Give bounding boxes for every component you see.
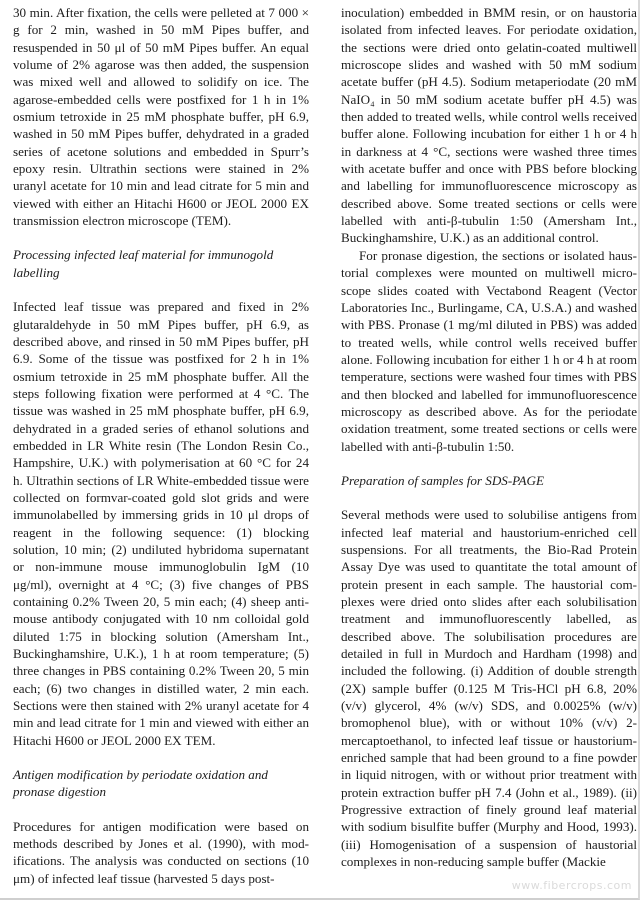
paragraph-periodate-oxidation: inoculation) embedded in BMM resin, or on haustoria isolated from infected leaves. For periodate oxidation, the sections were dried onto gelatin-coated multiwell microscope slides and washed with 50 mM sodium acetate buffer (pH 4.5). Sodium metaperiodate (20 mM NaIO₄ in 50 mM sodium acetate buffer pH 4.5) was then added to treated wells, while control wells received buffer alone. Following incubation for either 1 h or 4 h in darkness at 4 °C, sections were washed three times with acetate buffer and once with PBS before blocking and labelling for immunofluorescence microscopy as described above. Some treated sections or cells were labelled with anti-β-tubulin 1:50 (Amersham Int., Buckinghamshire, U.K.) as an additional control.: [341, 5, 637, 246]
right-column: [341, 4, 637, 871]
section-heading-immunogold: Processing infected leaf material for immunogold labelling: [13, 247, 274, 280]
section-heading-antigen-modification: Antigen modification by periodate oxidation and pronase digestion: [13, 767, 268, 800]
paragraph-infected-leaf-processing: Infected leaf tissue was prepared and fixed in 2% glutaraldehyde in 50 mM Pipes buffer, pH 6.9, as described above, and rinsed in 50 mM Pipes buffer, pH 6.9. Some of the tissue was postfixed for 2 h in 1% osmium tetroxide in 25 mM phosphate buffer. All the steps following fixation were performed at 4 °C. The tissue was washed in 25 mM phosphate buffer, pH 6.9, dehydrated in a graded series of ethanol solutions and embedded in LR White resin (The London Resin Co., Hampshire, U.K.) with polymerisation at 60 °C for 24 h. Ultrathin sections of LR White-embedded tissue were collected on formvar-coated gold slot grids and were immunolabelled by immersing grids in 10 μl drops of reagent in the following sequence: (1) blocking solution, 10 min; (2) undiluted hybridoma supernatant or non-immune mouse immunoglobulin IgM (10 μg/ml), overnight at 4 °C; (3) five changes of PBS containing 0.2% Tween 20, 5 min each; (4) sheep anti-mouse antibody conjugated with 10 nm colloidal gold diluted 1:75 in blocking solution (Amersham Int., Buckinghamshire, U.K.), 1 h at room temperature; (5) three changes in PBS containing 0.2% Tween 20, 5 min each; (6) two changes in distilled water, 2 min each. Sections were then stained with 2% uranyl acetate for 4 min and lead citrate for 1 min and viewed with either an Hitachi H600 or JEOL 2000 EX TEM.: [13, 299, 309, 748]
paragraph-sds-page-preparation: Several methods were used to solubilise antigens from infected leaf material and haustorium-enriched cell suspensions. For all treatments, the Bio-Rad Protein Assay Dye was used to quantitate the total amount of protein present in each sample. The haustorial complexes were dried onto slides after each solubilisation treatment and immunofluorescently labelled, as described above. The solubilisation procedures are detailed in full in Murdoch and Hardham (1998) and included the following. (i) Addition of double strength (2X) sample buffer (0.125 M Tris-HCl pH 6.8, 20% (v/v) glycerol, 4% (w/v) SDS, and 0.0025% (w/v) bromophenol blue), with or without 10% (v/v) 2-mercaptoethanol, to infected leaf tissue or haustorium-enriched sample that had been ground to a fine powder in liquid nitrogen, with or without prior treatment with protein extraction buffer pH 7.4 (John et al., 1989). (ii) Progressive extraction of finely ground leaf material with sodium bisulfite buffer (Murphy and Hood, 1993). (iii) Homogenisation of a suspension of haustorial complexes in non-reducing sample buffer (Mackie: [341, 507, 637, 870]
watermark: www.fibercrops.com: [511, 879, 632, 892]
paragraph-fixation-continued: 30 min. After fixation, the cells were pelleted at 7 000 × g for 2 min, washed in 50 mM Pipes buffer, and resuspended in 50 μl of 50 mM Pipes buffer. An equal volume of 2% agarose was then added, the suspension was mixed well and allowed to solidify on ice. The agarose-embedded cells were postfixed for 1 h in 1% osmium tetroxide in 25 mM phosphate buffer, pH 6.9, washed in 50 mM Pipes buffer, dehydrated in a graded series of acetone solutions and embedded in Spurr’s epoxy resin. Ultrathin sections were stained in 2% uranyl acetate for 10 min and lead citrate for 5 min and viewed with either an Hitachi H600 or JEOL 2000 EX transmission electron microscope (TEM).: [13, 5, 309, 229]
left-column: [13, 4, 309, 887]
section-heading-sds-page: Preparation of samples for SDS-PAGE: [341, 472, 544, 488]
paragraph-antigen-modification: Procedures for antigen modification were based on methods described by Jones et al. (1990), with modifications. The analysis was conducted on sections (10 μm) of infected leaf tissue (harvested 5 days post-: [13, 818, 309, 886]
paragraph-pronase-digestion: For pronase digestion, the sections or isolated haustorial complexes were mounted on multiwell microscope slides coated with Vectabond Reagent (Vector Laboratories Inc., Burlingame, CA, U.S.A.) and washed with PBS. Pronase (1 mg/ml diluted in PBS) was added to treated wells, while control wells received buffer alone. Following incubation for either 1 h or 4 h at room temperature, sections were washed four times with PBS and then blocked and labelled for immunofluorescence microscopy as described above. As for the periodate oxidation treatment, some treated sections or cells were labelled with anti-β-tubulin 1:50.: [341, 247, 638, 454]
